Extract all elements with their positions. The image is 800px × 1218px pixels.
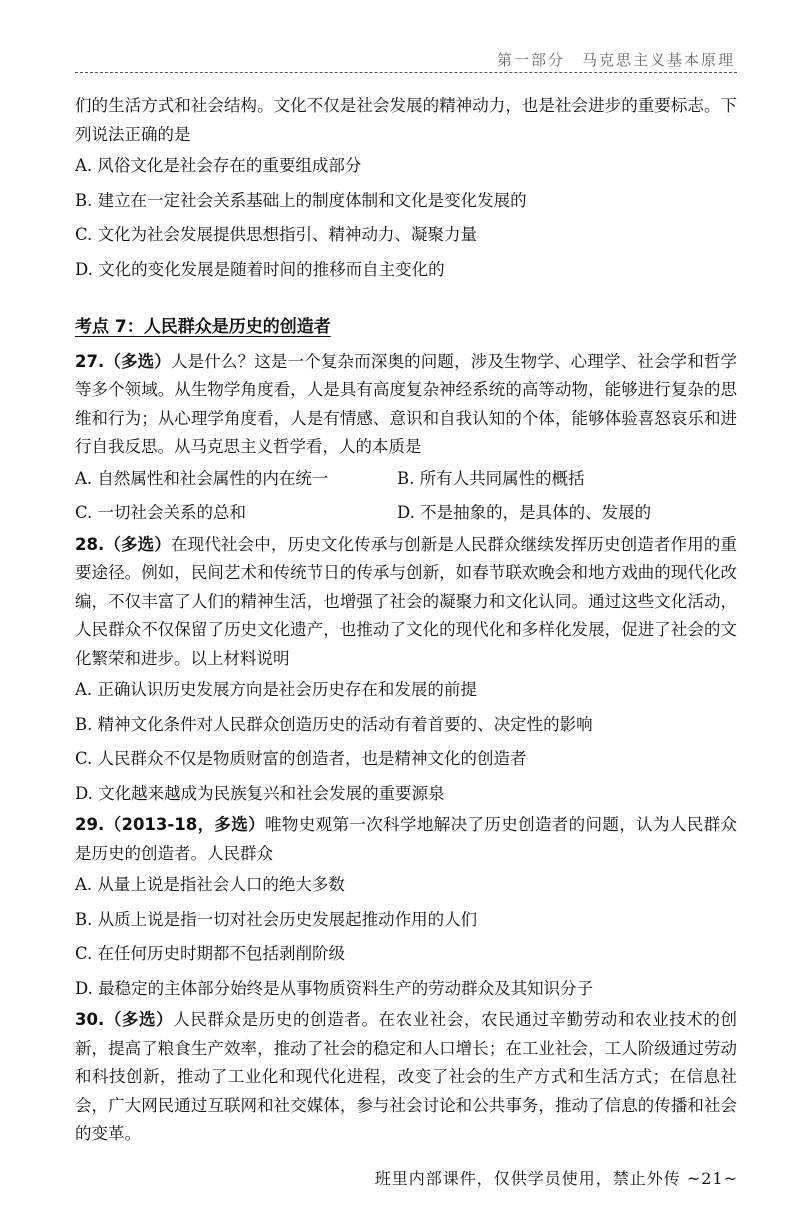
question-27-number: 27.（多选）: [75, 351, 171, 371]
question-28-number: 28.（多选）: [75, 534, 171, 554]
question-27: [75, 348, 737, 462]
intro-option-c: C. 文化为社会发展提供思想指引、精神动力、凝聚力量: [75, 225, 478, 244]
question-29-option-d: D. 最稳定的主体部分始终是从事物质资料生产的劳动群众及其知识分子: [75, 978, 594, 998]
question-29-option-b: B. 从质上说是指一切对社会历史发展起推动作用的人们: [75, 909, 478, 929]
question-29-option-c: C. 在任何历史时期都不包括剥削阶级: [75, 944, 346, 963]
question-27-options-row-2: [75, 496, 737, 531]
running-header: 第一部分 马克思主义基本原理: [496, 51, 735, 69]
question-28-option-d: D. 文化越来越成为民族复兴和社会发展的重要源泉: [75, 783, 445, 803]
question-27-text: 人是什么？这是一个复杂而深奥的问题，涉及生物学、心理学、社会学和哲学等多个领域。从生物学角度看，人是具有高度复杂神经系统的高等动物，能够进行复杂的思维和行为；从心理学角度看，人是有情感、意识和自我认知的个体，能够体验喜怒哀乐和进行自我反思。从马克思主义哲学看，人的本质是: [75, 351, 738, 456]
question-29: [75, 811, 737, 868]
intro-paragraph: 们的生活方式和社会结构。文化不仅是社会发展的精神动力，也是社会进步的重要标志。下列说法正确的是: [75, 96, 737, 144]
question-29-text: 唯物史观第一次科学地解决了历史创造者的问题，认为人民群众是历史的创造者。人民群众: [75, 815, 737, 863]
question-27-option-c: C. 一切社会关系的总和: [75, 503, 247, 522]
header-divider: [75, 72, 737, 73]
page-content: [75, 92, 737, 1149]
question-28-option-b: B. 精神文化条件对人民群众创造历史的活动有着首要的、决定性的影响: [75, 714, 593, 734]
intro-option-b: B. 建立在一定社会关系基础上的制度体制和文化是变化发展的: [75, 190, 527, 210]
question-29-number: 29.（2013-18，多选）: [75, 815, 266, 834]
intro-option-a: A. 风俗文化是社会存在的重要组成部分: [75, 156, 362, 175]
question-27-option-d: D. 不是抽象的，是具体的、发展的: [397, 503, 652, 522]
question-27-option-a: A. 自然属性和社会属性的内在统一: [75, 468, 329, 488]
section-title: 考点 7：人民群众是历史的创造者: [75, 317, 331, 337]
question-27-option-b: B. 所有人共同属性的概括: [397, 468, 585, 488]
question-27-options-row-1: [75, 462, 737, 497]
question-29-option-a: A. 从量上说是指社会人口的绝大多数: [75, 875, 345, 894]
question-30-text: 人民群众是历史的创造者。在农业社会，农民通过辛勤劳动和农业技术的创新，提高了粮食生产效率，推动了社会的稳定和人口增长；在工业社会，工人阶级通过劳动和科技创新，推动了工业化和现代化进程，改变了社会的生产方式和生活方式；在信息社会，广大网民通过互联网和社交媒体，参与社会讨论和公共事务，推动了信息的传播和社会的变革。: [75, 1010, 738, 1143]
question-28-option-c: C. 人民群众不仅是物质财富的创造者，也是精神文化的创造者: [75, 749, 527, 768]
question-30: [75, 1006, 737, 1149]
intro-option-d: D. 文化的变化发展是随着时间的推移而自主变化的: [75, 259, 445, 279]
question-28: [75, 531, 737, 674]
question-28-option-a: A. 正确认识历史发展方向是社会历史存在和发展的前提: [75, 680, 477, 699]
page-footer: 班里内部课件，仅供学员使用，禁止外传 ~21~: [374, 1169, 738, 1188]
question-30-number: 30.（多选）: [75, 1010, 174, 1029]
question-28-text: 在现代社会中，历史文化传承与创新是人民群众继续发挥历史创造者作用的重要途径。例如，民间艺术和传统节日的传承与创新，如春节联欢晚会和地方戏曲的现代化改编，不仅丰富了人们的精神生活，也增强了社会的凝聚力和文化认同。通过这些文化活动，人民群众不仅保留了历史文化遗产，也推动了文化的现代化和多样化发展，促进了社会的文化繁荣和进步。以上材料说明: [75, 534, 738, 668]
